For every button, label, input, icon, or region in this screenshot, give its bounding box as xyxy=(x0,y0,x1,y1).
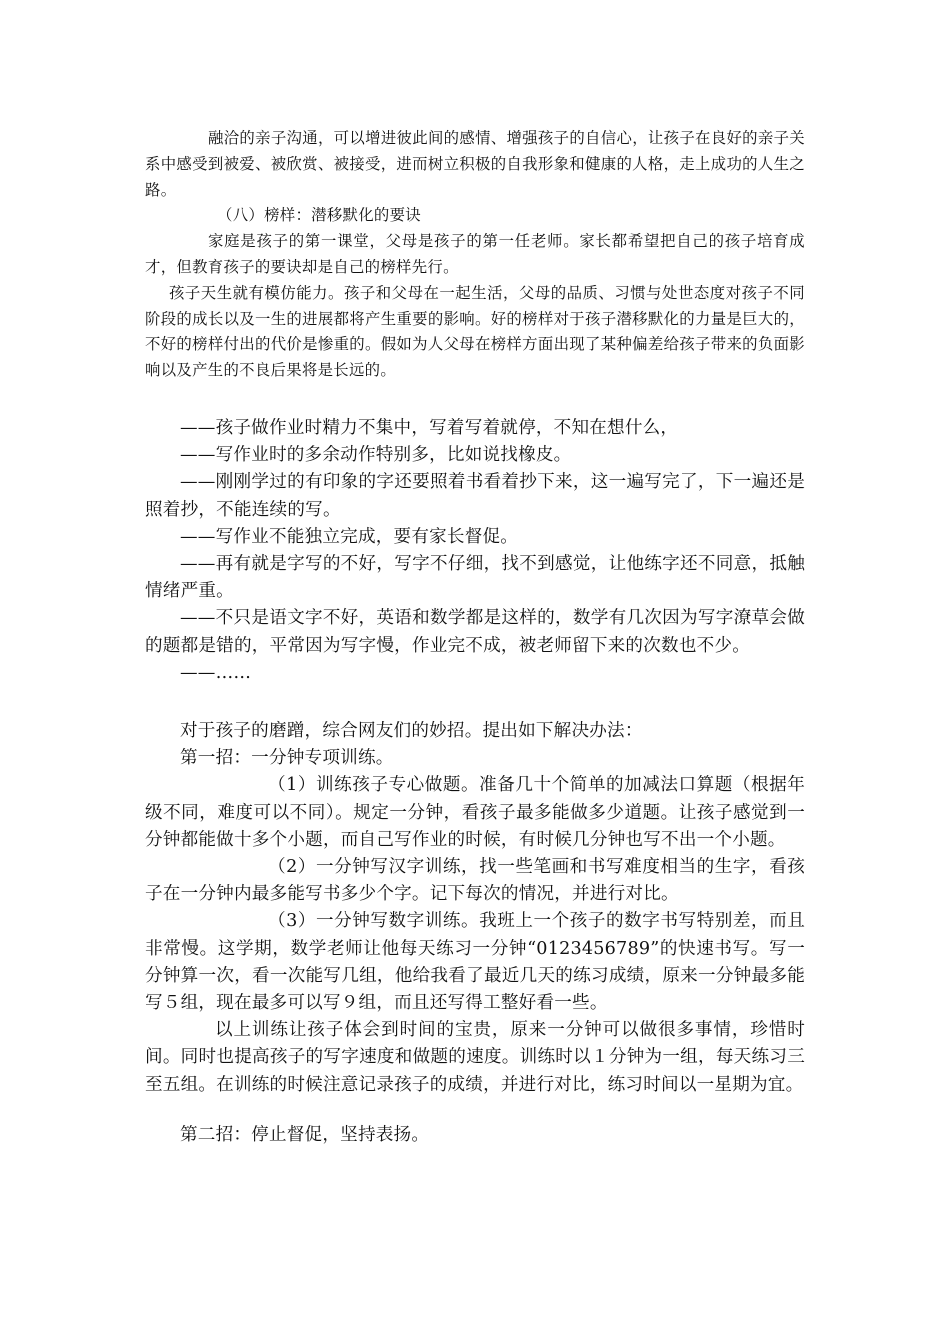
problem-item: ——刚刚学过的有印象的字还要照着书看着抄下来，这一遍写完了，下一遍还是照着抄，不能连续的写。 xyxy=(145,472,805,520)
problem-item: ——再有就是字写的不好，写字不仔细，找不到感觉，让他练字还不同意，抵触情绪严重。 xyxy=(145,553,805,602)
problem-item: ——写作业不能独立完成，要有家长督促。 xyxy=(180,526,519,547)
training-item-2: （2）一分钟写汉字训练，找一些笔画和书写难度相当的生字，看孩子在一分钟内最多能写书多少个字。记下每次的情况，并进行对比。 xyxy=(145,857,805,905)
section-heading: （八）榜样：潜移默化的要诀 xyxy=(217,206,421,225)
solutions-intro: 对于孩子的磨蹭，综合网友们的妙招。提出如下解决办法： xyxy=(180,721,643,741)
paragraph-communication: 融洽的亲子沟通，可以增进彼此间的感情、增强孩子的自信心，让孩子在良好的亲子关系中感受到被爱、被欣赏、被接受，进而树立积极的自我形象和健康的人格，走上成功的人生之路。 xyxy=(145,129,805,199)
section-role-model xyxy=(145,126,805,384)
paragraph-family-classroom: 家庭是孩子的第一课堂，父母是孩子的第一任老师。家长都希望把自己的孩子培育成才，但教育孩子的要诀却是自己的榜样先行。 xyxy=(145,232,805,276)
method-one-heading: 第一招：一分钟专项训练。 xyxy=(180,748,394,769)
problem-list xyxy=(145,415,805,687)
paragraph-imitation: 孩子天生就有模仿能力。孩子和父母在一起生活，父母的品质、习惯与处世态度对孩子不同阶段的成长以及一生的进展都将产生重要的影响。好的榜样对于孩子潜移默化的力量是巨大的，不好的榜样付出的代价是惨重的。假如为人父母在榜样方面出现了某种偏差给孩子带来的负面影响以及产生的不良后果将是长远的。 xyxy=(145,283,805,380)
training-item-1: （1）训练孩子专心做题。准备几十个简单的加减法口算题（根据年级不同，难度可以不同）。规定一分钟，看孩子最多能做多少道题。让孩子感觉到一分钟都能做十多个小题，而自己写作业的时候，有时候几分钟也写不出一个小题。 xyxy=(145,775,805,850)
document-body xyxy=(145,126,805,1149)
problem-item: ——不只是语文字不好，英语和数学都是这样的，数学有几次因为写字潦草会做的题都是错的，平常因为写字慢，作业完不成，被老师留下来的次数也不少。 xyxy=(145,608,805,656)
training-summary: 以上训练让孩子体会到时间的宝贵，原来一分钟可以做很多事情，珍惜时间。同时也提高孩子的写字速度和做题的速度。训练时以１分钟为一组，每天练习三至五组。在训练的时候注意记录孩子的成绩，并进行对比，练习时间以一星期为宜。 xyxy=(145,1020,805,1095)
solutions-section xyxy=(145,718,805,1149)
method-two-heading: 第二招：停止督促，坚持表扬。 xyxy=(180,1124,430,1145)
problem-item: ——写作业时的多余动作特别多，比如说找橡皮。 xyxy=(180,445,572,466)
training-item-3: （3）一分钟写数字训练。我班上一个孩子的数字书写特别差，而且非常慢。这学期，数学老师让他每天练习一分钟“0123456789”的快速书写。写一分钟算一次，看一次能写几组，他给我看了最近几天的练习成绩，原来一分钟最多能写５组，现在最多可以写９组，而且还写得工整好看一些。 xyxy=(145,911,805,1014)
problem-item: ——孩子做作业时精力不集中，写着写着就停，不知在想什么， xyxy=(180,417,679,438)
problem-item: ——…… xyxy=(180,662,252,683)
